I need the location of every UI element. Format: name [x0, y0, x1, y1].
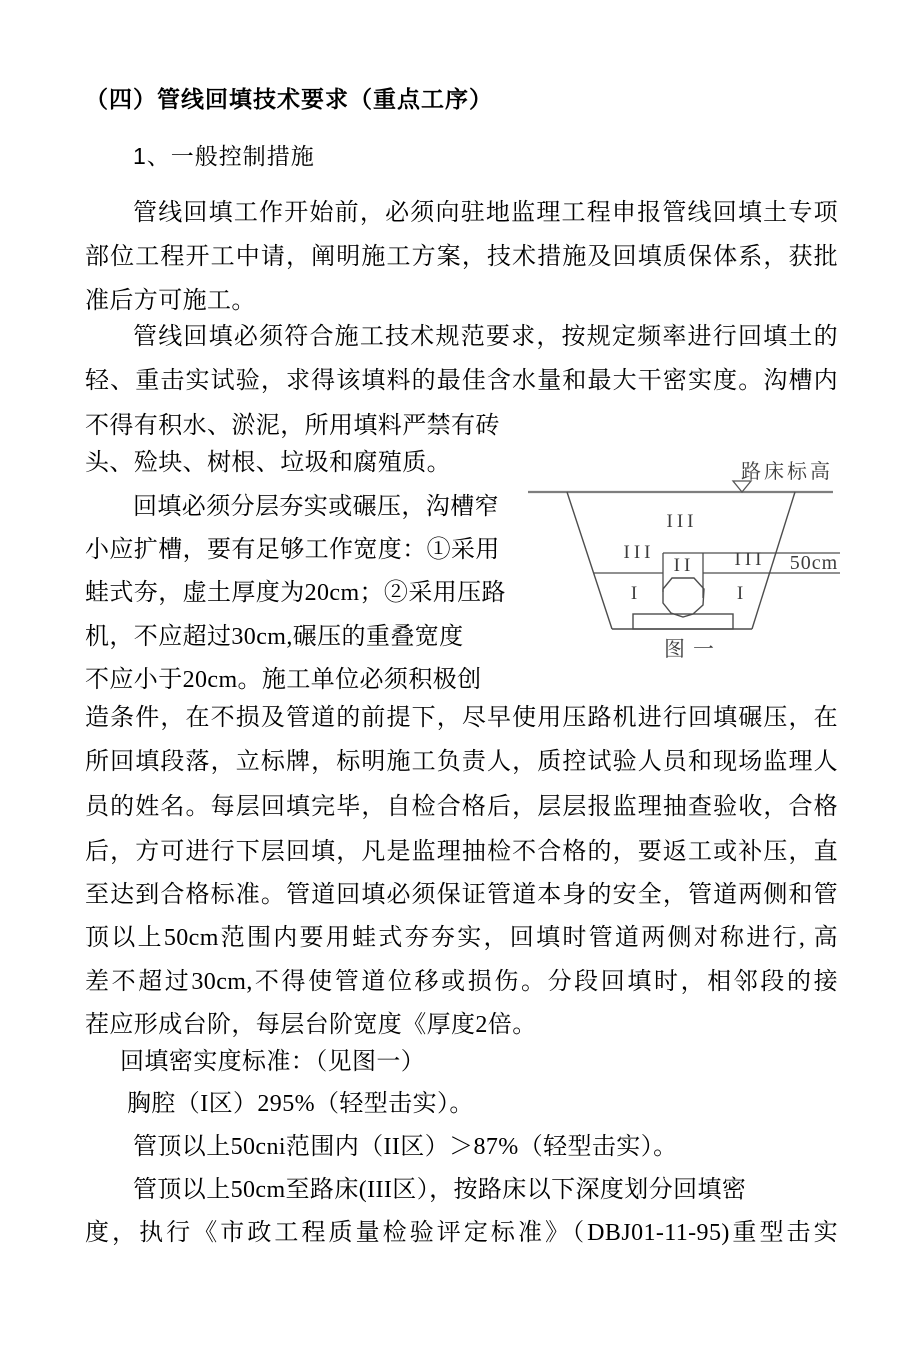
body-line: 不得有积水、淤泥，所用填料严禁有砖	[85, 413, 500, 439]
figure-caption: 图一	[664, 637, 722, 661]
zone-label-bottom-right: I	[736, 583, 748, 604]
trench-cross-section-figure	[516, 452, 852, 670]
body-line: 管线回填必须符合施工技术规范要求，按规定频率进行回填土的	[133, 324, 838, 350]
body-line: 回填必须分层夯实或碾压，沟槽窄	[133, 494, 499, 520]
dimension-label: 50cm	[789, 552, 839, 574]
zone-label-bottom-left: I	[630, 583, 642, 604]
body-line: 管顶以上50cm至路床(III区），按路床以下深度划分回填密	[133, 1177, 747, 1203]
elevation-label: 路床标高	[741, 461, 833, 483]
pipe-shape	[663, 578, 704, 617]
body-line: 不应小于20cm。施工单位必须积极创	[85, 667, 482, 693]
body-line: 员的姓名。每层回填完毕，自检合格后，层层报监理抽查验收，合格	[85, 794, 838, 820]
body-line: 度，执行《市政工程质量检验评定标准》（DBJ01-11-95)重型击实	[85, 1220, 838, 1246]
zone-label-pipe: II	[673, 555, 695, 576]
body-line: 机，不应超过30cm,碾压的重叠宽度	[85, 624, 464, 650]
body-line: 茬应形成台阶，每层台阶宽度《厚度2倍。	[85, 1012, 537, 1038]
body-line: 后，方可进行下层回填，凡是监理抽检不合格的，要返工或补压，直	[85, 839, 838, 865]
body-line: 轻、重击实试验，求得该填料的最佳含水量和最大干密实度。沟槽内	[85, 368, 838, 394]
body-line: 顶以上50cm范围内要用蛙式夯夯实，回填时管道两侧对称进行, 高	[85, 925, 838, 951]
body-line: 回填密实度标准：（见图一）	[120, 1049, 426, 1075]
body-line: 胸腔（I区）295%（轻型击实）。	[127, 1091, 474, 1117]
body-line: 准后方可施工。	[85, 288, 256, 314]
body-line: 蛙式夯，虚土厚度为20cm；②采用压路	[85, 580, 506, 606]
bedding-block	[633, 614, 733, 629]
body-line: 头、殓块、树根、垃圾和腐殖质。	[85, 450, 451, 476]
body-line: 小应扩槽，要有足够工作宽度：①采用	[85, 537, 500, 563]
section-heading: 1、一般控制措施	[133, 143, 315, 169]
body-line: 管顶以上50cni范围内（II区）＞87%（轻型击实）。	[133, 1134, 678, 1160]
body-line: 所回填段落，立标牌，标明施工负责人，质控试验人员和现场监理人	[85, 749, 838, 775]
trench-left-slope	[567, 492, 612, 629]
body-line: 部位工程开工中请，阐明施工方案，技术措施及回填质保体系，获批	[85, 244, 838, 270]
body-line: 管线回填工作开始前，必须向驻地监理工程申报管线回填土专项	[133, 200, 838, 226]
document-title: （四）管线回填技术要求（重点工序）	[85, 86, 493, 112]
zone-label-top: III	[666, 511, 698, 532]
zone-label-mid-left: III	[623, 542, 655, 563]
body-line: 差不超过30cm,不得使管道位移或损伤。分段回填时，相邻段的接	[85, 969, 838, 995]
body-line: 至达到合格标准。管道回填必须保证管道本身的安全，管道两侧和管	[85, 882, 838, 908]
body-line: 造条件，在不损及管道的前提下，尽早使用压路机进行回填碾压，在	[85, 705, 838, 731]
zone-label-mid-right: III	[734, 549, 766, 570]
